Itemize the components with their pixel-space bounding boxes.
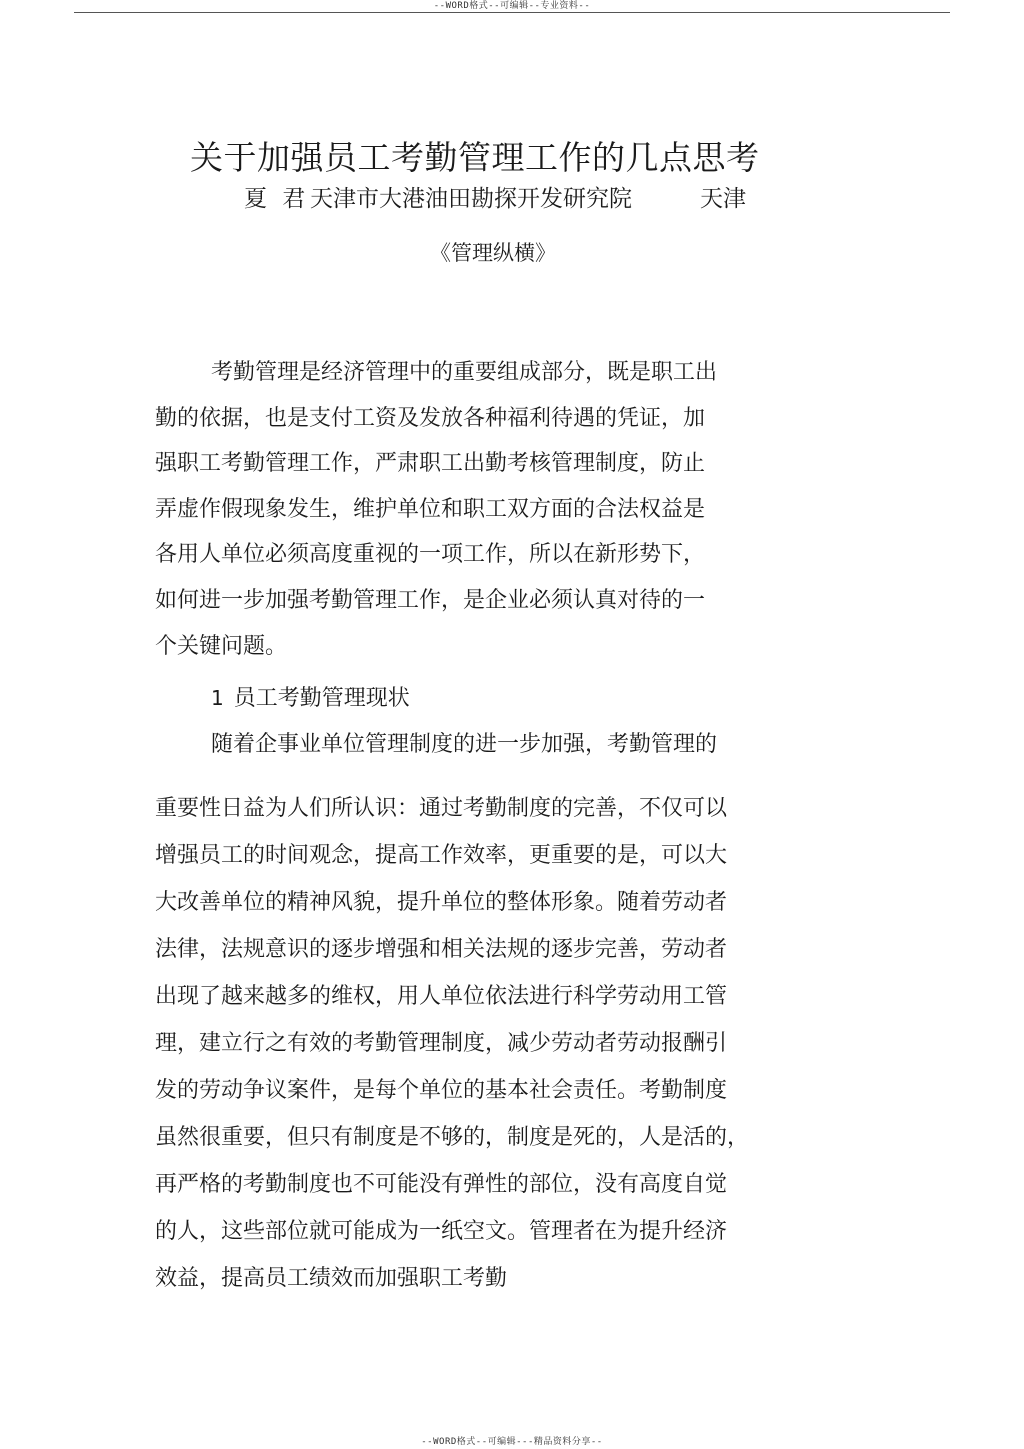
author-name: 夏 君: [244, 186, 310, 212]
header-divider: [74, 12, 950, 13]
text-line: 效益，提高员工绩效而加强职工考勤: [155, 1266, 508, 1291]
section-title: 员工考勤管理现状: [233, 686, 410, 711]
text-line: 理，建立行之有效的考勤管理制度，减少劳动者劳动报酬引: [155, 1031, 728, 1056]
paragraph-body: [155, 785, 815, 1302]
text-line: 勤的依据，也是支付工资及发放各种福利待遇的凭证，加: [155, 405, 706, 431]
text-line: 发的劳动争议案件，是每个单位的基本社会责任。考勤制度: [155, 1078, 728, 1103]
section-heading: [211, 676, 410, 721]
text-line: 个关键问题。: [155, 633, 288, 659]
paragraph-intro: [155, 350, 815, 669]
text-line: 再严格的考勤制度也不可能没有弹性的部位，没有高度自觉: [155, 1172, 728, 1197]
footer-watermark-note: --WORD格式--可编辑---精品资料分享--: [421, 1437, 603, 1447]
text-line: 弄虚作假现象发生，维护单位和职工双方面的合法权益是: [155, 496, 706, 522]
text-line: 的人，这些部位就可能成为一纸空文。管理者在为提升经济: [155, 1219, 728, 1244]
text-line: 大改善单位的精神风貌，提升单位的整体形象。随着劳动者: [155, 890, 728, 915]
author-line: [244, 182, 746, 216]
text-line: 法律，法规意识的逐步增强和相关法规的逐步完善，劳动者: [155, 937, 728, 962]
author-organization: 天津市大港油田勘探开发研究院: [310, 186, 632, 212]
text-line: 随着企事业单位管理制度的进一步加强，考勤管理的: [211, 732, 718, 757]
paragraph-section-intro: [155, 722, 815, 768]
text-line: 增强员工的时间观念，提高工作效率，更重要的是，可以大: [155, 843, 728, 868]
text-line: 强职工考勤管理工作，严肃职工出勤考核管理制度，防止: [155, 451, 706, 477]
section-number: 1: [211, 686, 224, 710]
text-line: 考勤管理是经济管理中的重要组成部分，既是职工出: [211, 360, 718, 385]
author-city: 天津: [700, 186, 746, 212]
text-line: 各用人单位必须高度重视的一项工作，所以在新形势下，: [155, 542, 706, 568]
header-watermark-note: --WORD格式--可编辑--专业资料--: [433, 1, 591, 11]
journal-name: 《管理纵横》: [430, 241, 556, 265]
text-line: 重要性日益为人们所认识：通过考勤制度的完善，不仅可以: [155, 796, 728, 821]
text-line: 虽然很重要，但只有制度是不够的，制度是死的，人是活的，: [155, 1125, 750, 1150]
text-line: 出现了越来越多的维权，用人单位依法进行科学劳动用工管: [155, 984, 728, 1009]
article-title: 关于加强员工考勤管理工作的几点思考: [190, 138, 760, 177]
text-line: 如何进一步加强考勤管理工作，是企业必须认真对待的一: [155, 587, 706, 613]
